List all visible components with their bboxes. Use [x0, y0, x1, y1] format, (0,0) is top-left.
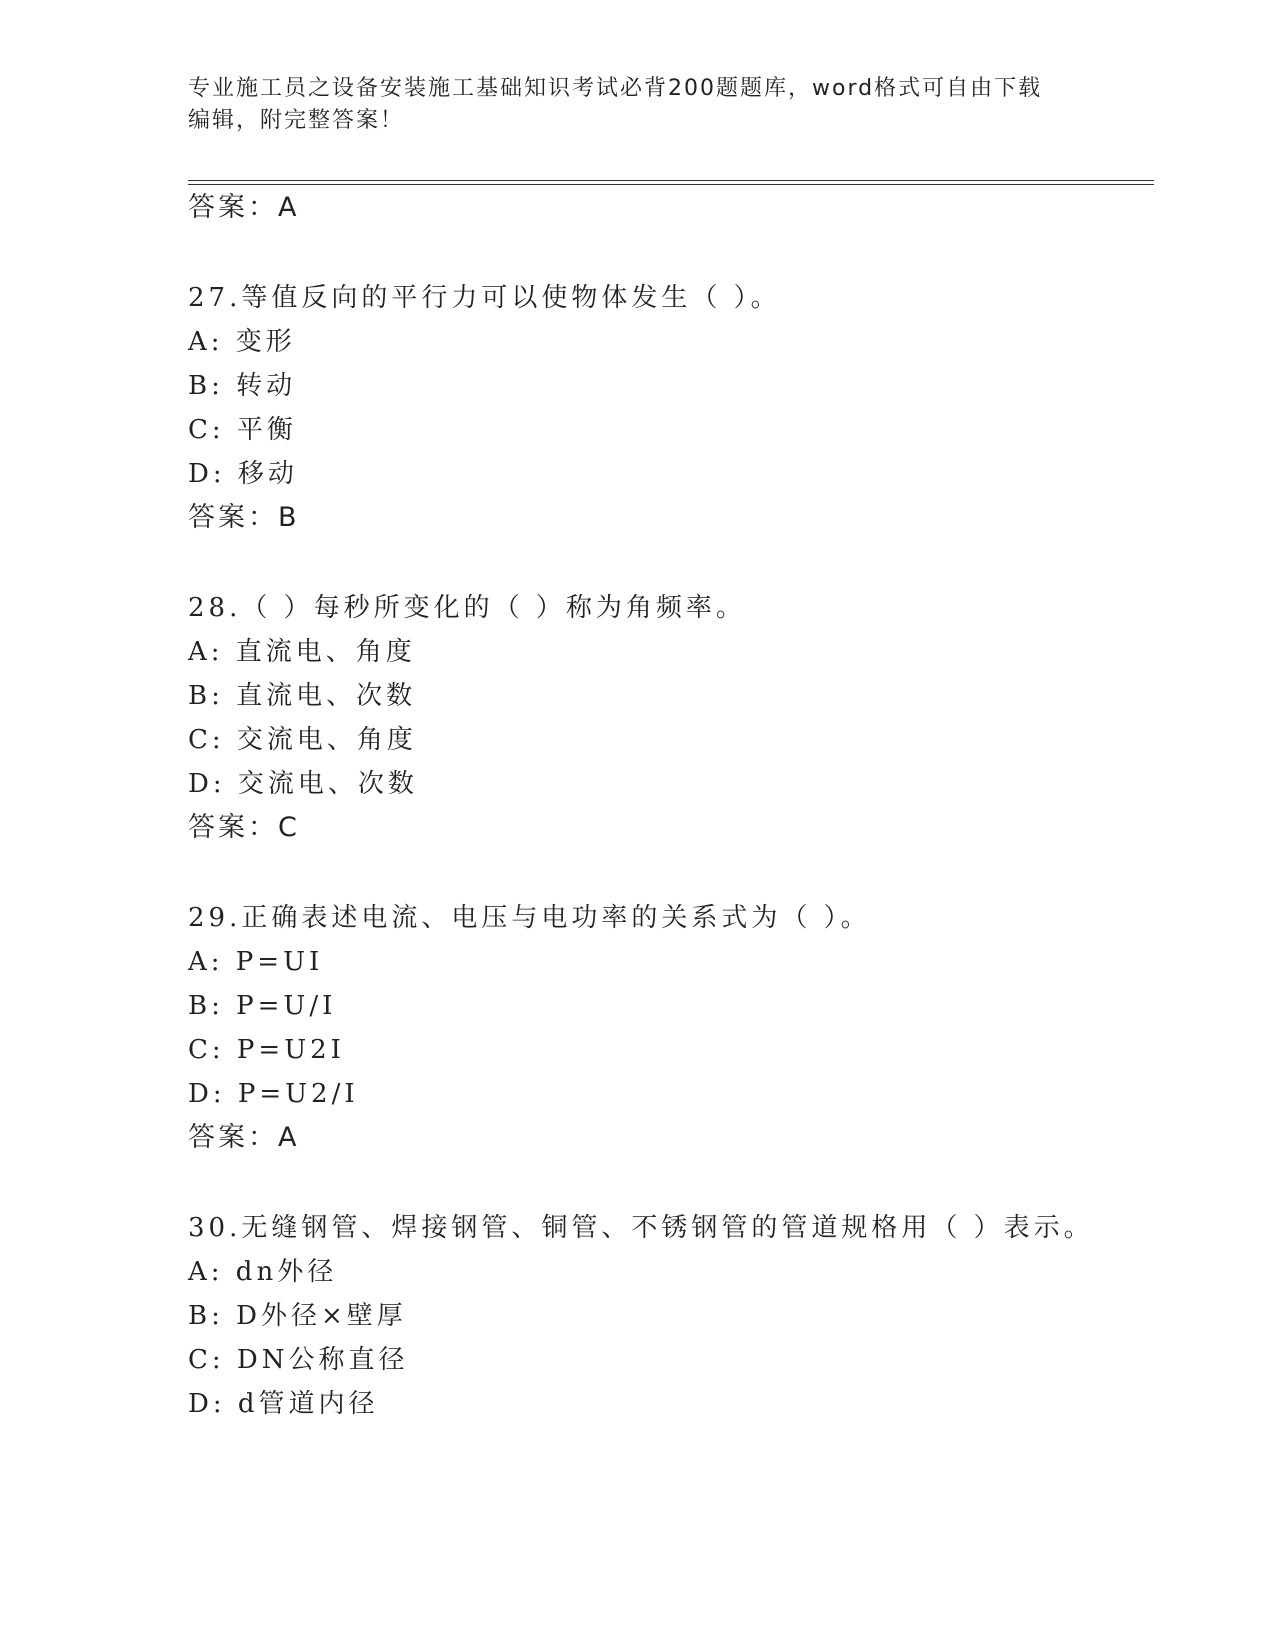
option-28-d: D: 交流电、次数	[188, 769, 418, 799]
option-30-b: B: D外径×壁厚	[188, 1301, 407, 1331]
header-rule-top	[188, 180, 1154, 181]
option-30-c: C: DN公称直径	[188, 1345, 409, 1375]
option-30-d: D: d管道内径	[188, 1389, 379, 1419]
question-30: 30.无缝钢管、焊接钢管、铜管、不锈钢管的管道规格用（ ）表示。	[188, 1213, 1094, 1243]
header-line-1: 专业施工员之设备安装施工基础知识考试必背200题题库，word格式可自由下载	[188, 76, 1043, 101]
option-30-a: A: dn外径	[188, 1257, 338, 1287]
option-28-a: A: 直流电、角度	[188, 637, 416, 667]
option-27-a: A: 变形	[188, 327, 296, 357]
question-28: 28.（ ）每秒所变化的（ ）称为角频率。	[188, 593, 746, 623]
answer-29: 答案：A	[188, 1122, 300, 1153]
header-rule-bottom	[188, 184, 1154, 185]
question-29: 29.正确表述电流、电压与电功率的关系式为（ ）。	[188, 903, 871, 933]
answer-27: 答案：B	[188, 502, 300, 533]
option-27-d: D: 移动	[188, 459, 298, 489]
option-29-c: C: P=U2I	[188, 1035, 345, 1065]
header-line-2: 编辑，附完整答案！	[188, 108, 405, 133]
option-29-d: D: P=U2/I	[188, 1079, 359, 1109]
answer-28: 答案：C	[188, 812, 300, 843]
option-28-b: B: 直流电、次数	[188, 681, 417, 711]
option-29-a: A: P=UI	[188, 947, 324, 977]
option-29-b: B: P=U/I	[188, 991, 337, 1021]
option-28-c: C: 交流电、角度	[188, 725, 417, 755]
document-header	[188, 73, 1068, 137]
option-27-b: B: 转动	[188, 371, 297, 401]
answer-26: 答案：A	[188, 192, 300, 223]
question-27: 27.等值反向的平行力可以使物体发生（ ）。	[188, 283, 781, 313]
option-27-c: C: 平衡	[188, 415, 297, 445]
